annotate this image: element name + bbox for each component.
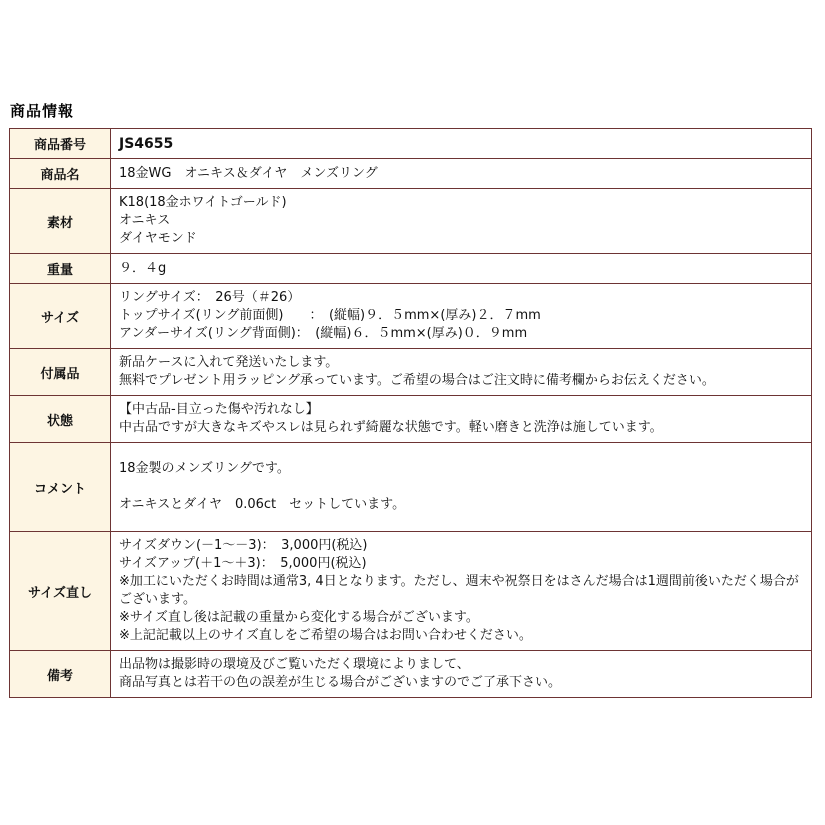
row-value-line: ※加工にいただくお時間は通常3, 4日となります。ただし、週末や祝祭日をはさんだ場合は1週間前後いただく場合がございます。 bbox=[119, 574, 799, 607]
row-value-line: 新品ケースに入れて発送いたします。 bbox=[119, 355, 339, 370]
row-value-line: ９．４g bbox=[119, 260, 167, 276]
page-title: 商品情報 bbox=[10, 102, 75, 120]
row-label: サイズ直し bbox=[10, 532, 111, 651]
table-row bbox=[10, 254, 812, 284]
row-label: 付属品 bbox=[10, 349, 111, 396]
table-row bbox=[10, 651, 812, 698]
row-value bbox=[111, 396, 812, 443]
row-label: 素材 bbox=[10, 189, 111, 254]
row-value bbox=[111, 129, 812, 159]
table-row bbox=[10, 189, 812, 254]
row-value-line: 中古品ですが大きなキズやスレは見られず綺麗な状態です。軽い磨きと洗浄は施しています。 bbox=[119, 420, 663, 435]
row-value bbox=[111, 349, 812, 396]
row-value-line: トップサイズ(リング前面側) ： (縦幅)９．５mm×(厚み)２．７mm bbox=[119, 308, 541, 323]
row-value-line: 無料でプレゼント用ラッピング承っています。ご希望の場合はご注文時に備考欄からお伝えください。 bbox=[119, 373, 715, 388]
row-value-line: JS4655 bbox=[119, 135, 174, 152]
row-value-line: サイズダウン(－1～－3)： 3,000円(税込) bbox=[119, 538, 368, 553]
table-row bbox=[10, 349, 812, 396]
product-info-table bbox=[9, 128, 812, 698]
row-label: コメント bbox=[10, 443, 111, 532]
row-value-line: ※上記記載以上のサイズ直しをご希望の場合はお問い合わせください。 bbox=[119, 628, 532, 643]
table-row bbox=[10, 284, 812, 349]
row-value bbox=[111, 532, 812, 651]
row-value bbox=[111, 254, 812, 284]
row-value-line: K18(18金ホワイトゴールド) bbox=[119, 195, 287, 210]
row-value-line: オニキス bbox=[119, 213, 171, 228]
row-value bbox=[111, 443, 812, 532]
row-value-line bbox=[119, 478, 803, 496]
row-value-line: 出品物は撮影時の環境及びご覧いただく環境によりまして、 bbox=[119, 657, 470, 672]
row-value bbox=[111, 651, 812, 698]
row-value-line: 商品写真とは若干の色の誤差が生じる場合がございますのでご了承下さい。 bbox=[119, 675, 562, 690]
row-value-line: 18金WG オニキス＆ダイヤ メンズリング bbox=[119, 165, 378, 181]
row-value-line: ※サイズ直し後は記載の重量から変化する場合がございます。 bbox=[119, 610, 479, 625]
row-value-line: オニキスとダイヤ 0.06ct セットしています。 bbox=[119, 497, 406, 512]
row-label: 商品番号 bbox=[10, 129, 111, 159]
row-value bbox=[111, 189, 812, 254]
row-label: 重量 bbox=[10, 254, 111, 284]
row-value-line: 【中古品-目立った傷や汚れなし】 bbox=[119, 402, 319, 417]
row-value-line: リングサイズ： 26号（＃26） bbox=[119, 290, 301, 305]
table-row bbox=[10, 159, 812, 189]
row-label: サイズ bbox=[10, 284, 111, 349]
product-info-table-body bbox=[10, 129, 812, 698]
row-value-line: 18金製のメンズリングです。 bbox=[119, 461, 290, 476]
row-value bbox=[111, 284, 812, 349]
row-value-line: サイズアップ(＋1～＋3)： 5,000円(税込) bbox=[119, 556, 367, 571]
row-label: 備考 bbox=[10, 651, 111, 698]
row-value-line: ダイヤモンド bbox=[119, 231, 197, 246]
row-label: 状態 bbox=[10, 396, 111, 443]
table-row bbox=[10, 532, 812, 651]
row-value bbox=[111, 159, 812, 189]
row-label: 商品名 bbox=[10, 159, 111, 189]
table-row bbox=[10, 396, 812, 443]
row-value-line: アンダーサイズ(リング背面側)： (縦幅)６．５mm×(厚み)０．９mm bbox=[119, 326, 528, 341]
table-row bbox=[10, 129, 812, 159]
table-row bbox=[10, 443, 812, 532]
